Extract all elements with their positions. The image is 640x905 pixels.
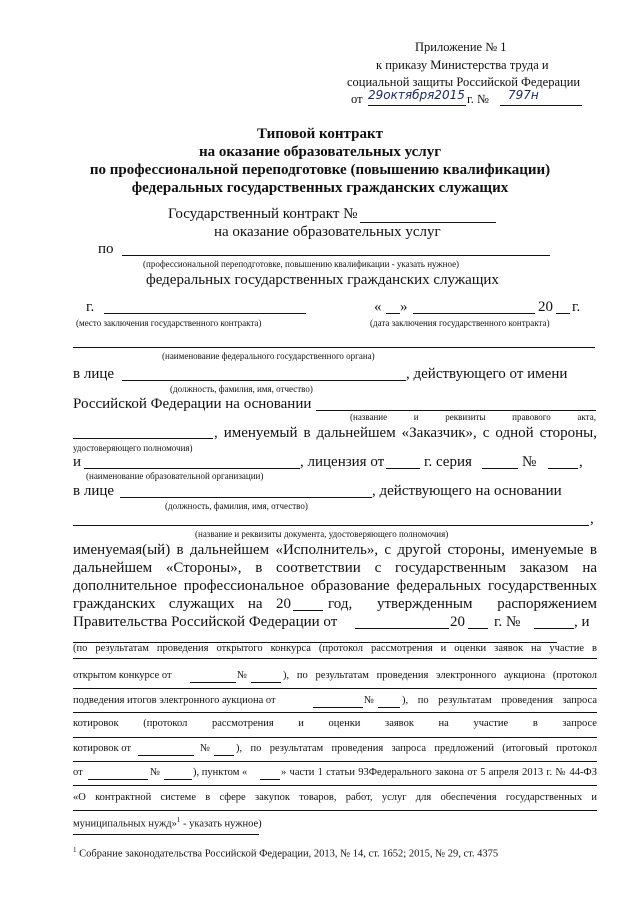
date-year-label: 20 (538, 299, 553, 315)
small-separator-4 (73, 712, 597, 713)
position-caption: (должность, фамилия, имя, отчество) (170, 384, 313, 394)
contract-number-line (360, 222, 496, 223)
small-line-8 (73, 816, 262, 830)
small-separator-7 (73, 785, 597, 786)
gov-date-line (355, 628, 449, 629)
small-line-4-word: рассмотрения (211, 718, 274, 729)
title-line-3: по профессиональной переподготовке (повышению квалификации) (89, 162, 551, 178)
small-line-5-numline (214, 755, 234, 756)
date-quote-close: » (400, 299, 408, 315)
appendix-date-line (368, 105, 466, 106)
small-line-4-word: в (532, 718, 538, 729)
license-number-label: № (522, 454, 537, 470)
footnote-ref[interactable]: 1 (176, 816, 181, 824)
small-line-3-start: подведения итогов электронного аукциона от (73, 695, 276, 706)
act-caption-word: и (413, 412, 419, 422)
appendix-from-label: от (351, 92, 363, 106)
small-line-4-word: участие (473, 718, 509, 729)
small-line-6-end: » части 1 статьи 93Федерального закона от 5 апреля 2013 г. № 44-ФЗ (281, 767, 597, 778)
series-line (482, 468, 518, 469)
contract-number-label: Государственный контракт № (168, 206, 358, 222)
footnote (73, 846, 498, 860)
position-line-2 (120, 497, 372, 498)
small-line-3-numline (378, 707, 400, 708)
small-line-4-word: (протокол (143, 718, 188, 729)
paragraph-line-2: дальнейшем «Стороны», в соответствии с государственным заказом на (73, 560, 597, 576)
footnote-marker: 1 (73, 846, 77, 854)
small-separator-5 (73, 737, 597, 738)
small-line-4-word: котировок (73, 718, 119, 729)
small-line-5-end: ), по результатам проведения запроса предложений (итоговый протокол (236, 743, 597, 754)
small-line-6-date (88, 779, 148, 780)
small-line-5-num: № (200, 743, 211, 754)
po-caption: (профессиональной переподготовке, повышению квалификации - указать нужное) (143, 259, 460, 269)
appendix-number-line (500, 105, 582, 106)
gov-year-label: 20 (450, 614, 465, 630)
date-quote-open: « (374, 299, 382, 315)
small-line-2-start: открытом конкурсе от (73, 670, 172, 681)
organ-caption: (наименование федерального государственного органа) (162, 351, 375, 361)
small-line-5-start: котировок от (73, 743, 131, 754)
acting-label: , действующего от имени (406, 366, 568, 382)
small-line-1: (по результатам проведения открытого конкурса (протокол рассмотрения и оценки заявок на участие в (73, 643, 597, 654)
rf-basis-label: Российской Федерации на основании (73, 396, 312, 412)
act-caption-word: реквизиты (445, 412, 486, 422)
small-line-4-word: и (298, 718, 304, 729)
i-label: и (73, 454, 82, 470)
year-gov-line (293, 610, 323, 611)
date-month-line (413, 313, 535, 314)
act-caption-word: правового (512, 412, 551, 422)
small-line-8-text: муниципальных нужд» (73, 818, 177, 830)
place-caption: (место заключения государственного контракта) (76, 318, 262, 328)
footnote-text: Собрание законодательства Российской Федерации, 2013, № 14, ст. 1652; 2015, № 29, ст. 4375 (79, 848, 499, 860)
gov-number-line (534, 628, 574, 629)
po-line (122, 255, 550, 256)
place-line (104, 313, 306, 314)
customer-text: , именуемый в дальнейшем «Заказчик», с одной стороны, (214, 425, 597, 441)
acting-basis-label: , действующего на основании (372, 483, 562, 499)
document-comma: , (590, 511, 594, 527)
paragraph-line-1: именуемая(ый) в дальнейшем «Исполнитель», с другой стороны, именуемые в (73, 542, 597, 558)
small-line-4-word: на (438, 718, 449, 729)
edu-org-caption: (наименование образовательной организации) (86, 471, 264, 481)
organ-line (73, 347, 595, 348)
document-line (73, 525, 589, 526)
paragraph-line-5-start: Правительства Российской Федерации от (73, 614, 338, 630)
position-line (122, 380, 406, 381)
small-line-6-numline (164, 779, 192, 780)
small-line-4-word: запросе (562, 718, 597, 729)
small-line-3-date (313, 707, 363, 708)
appendix-date-handwritten: 29октября2015 (368, 88, 465, 102)
edu-org-line (84, 468, 300, 469)
title-line-4: федеральных государственных гражданских служащих (131, 180, 509, 196)
small-line-6-item: ), пунктом « (193, 767, 248, 778)
act-caption-word: акта, (577, 412, 596, 422)
small-line-6-start: от (73, 767, 83, 778)
appendix-line-3: социальной защиты Российской Федерации (347, 75, 581, 89)
small-separator-3 (73, 688, 597, 689)
gov-year-line (468, 628, 488, 629)
gov-number-label: г. № (494, 614, 521, 630)
small-line-2-numline (251, 682, 281, 683)
paragraph-end: , и (574, 614, 590, 630)
small-line-6-num: № (150, 767, 161, 778)
document-caption: (название и реквизиты документа, удостоверяющего полномочия) (195, 529, 449, 539)
small-line-4-word: оценки (328, 718, 361, 729)
date-day-line (386, 313, 400, 314)
v-litse-label: в лице (73, 366, 115, 382)
footnote-separator (73, 834, 259, 835)
license-date-line (386, 468, 420, 469)
license-number-line (548, 468, 578, 469)
small-line-2-num: № (237, 670, 248, 681)
small-separator-2 (73, 658, 597, 659)
small-line-2-end: ), по результатам проведения электронного аукциона (протокол (283, 670, 597, 681)
act-line (73, 438, 213, 439)
contract-servants-label: федеральных государственных гражданских служащих (146, 272, 499, 288)
basis-line (316, 410, 596, 411)
po-label: по (98, 241, 114, 257)
paragraph-line-4-end: год, утвержденным распоряжением (328, 596, 597, 612)
position-caption-2: (должность, фамилия, имя, отчество) (165, 501, 308, 511)
small-line-4-word: заявок (385, 718, 414, 729)
appendix-line-2: к приказу Министерства труда и (376, 58, 549, 72)
small-separator-8 (73, 810, 597, 811)
act-caption-word: (название (350, 412, 388, 422)
small-line-3-end: ), по результатам проведения запроса (402, 695, 597, 706)
date-caption: (дата заключения государственного контракта) (370, 318, 550, 328)
date-year-line (556, 313, 570, 314)
act-caption (350, 412, 596, 422)
small-separator-6 (73, 761, 597, 762)
small-line-6-itemline (260, 779, 280, 780)
license-label: , лицензия от (300, 454, 385, 470)
license-comma: , (579, 454, 583, 470)
date-year-g: г. (572, 299, 581, 315)
paragraph-line-4-start: гражданских служащих на 20 (73, 596, 291, 612)
title-line-2: на оказание образовательных услуг (198, 144, 442, 160)
small-line-7: «О контрактной системе в сфере закупок товаров, работ, услуг для обеспечения государственных и (73, 792, 597, 803)
authority-caption: удостоверяющего полномочия) (73, 443, 193, 453)
appendix-year-suffix: г. № (467, 92, 489, 106)
appendix-number-handwritten: 797н (508, 88, 539, 102)
small-line-4 (73, 718, 597, 729)
place-g-label: г. (86, 299, 95, 315)
small-line-8-end: - указать нужное) (180, 818, 262, 830)
series-label: г. серия (424, 454, 472, 470)
small-line-5-date (138, 755, 194, 756)
contract-services-label: на оказание образовательных услуг (214, 224, 441, 240)
paragraph-line-3: дополнительное профессиональное образование федеральных государственных (73, 578, 597, 594)
title-line-1: Типовой контракт (257, 126, 383, 142)
v-litse-label-2: в лице (73, 483, 115, 499)
appendix-line-1: Приложение № 1 (415, 40, 507, 54)
small-line-3-num: № (364, 695, 375, 706)
small-line-2-date (190, 682, 236, 683)
